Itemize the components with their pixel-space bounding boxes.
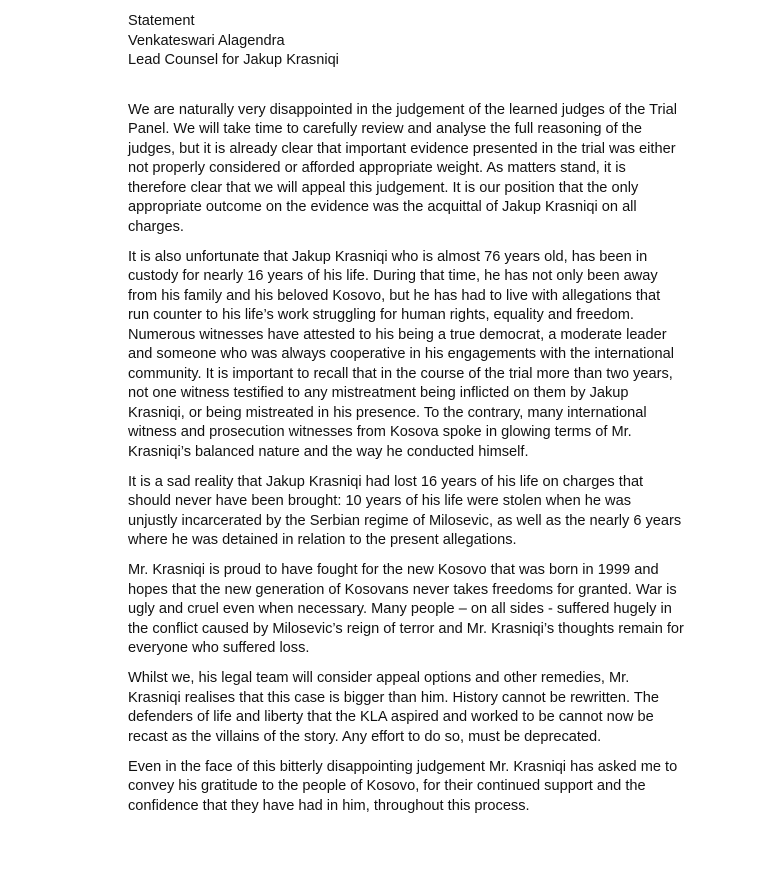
paragraph-5: Whilst we, his legal team will consider appeal options and other remedies, Mr. Krasniqi realises that this case is bigger than him. History cannot be rewritten. The defenders of life and liberty that the KLA aspired and worked to be cannot now be recast as the villains of the story. Any effort to do so, must be deprecated. xyxy=(128,670,660,745)
paragraph-4: Mr. Krasniqi is proud to have fought for the new Kosovo that was born in 1999 and hopes that the new generation of Kosovans never takes freedoms for granted. War is ugly and cruel even when necessary. Many people – on all sides - suffered hugely in the conflict caused by Milosevic’s reign of terror and Mr. Krasniqi’s thoughts remain for everyone who suffered loss. xyxy=(128,562,684,656)
statement-title: Statement xyxy=(128,13,195,29)
paragraph-1: We are naturally very disappointed in the judgement of the learned judges of the Trial Panel. We will take time to carefully review and analyse the full reasoning of the judges, but it is already clear that important evidence presented in the trial was either not properly considered or afforded appropriate weight. As matters stand, it is therefore clear that we will appeal this judgement. It is our position that the only appropriate outcome on the evidence was the acquittal of Jakup Krasniqi on all charges. xyxy=(128,101,677,235)
statement-document xyxy=(128,12,684,827)
paragraph-3: It is a sad reality that Jakup Krasniqi had lost 16 years of his life on charges that should never have been brought: 10 years of his life were stolen when he was unjustly incarcerated by the Serbian regime of Milosevic, as well as the nearly 6 years where he was detained in relation to the present allegations. xyxy=(128,473,682,548)
author-role: Lead Counsel for Jakup Krasniqi xyxy=(128,52,339,68)
paragraph-2: It is also unfortunate that Jakup Krasniqi who is almost 76 years old, has been in custody for nearly 16 years of his life. During that time, he has not only been away from his family and his beloved Kosovo, but he has had to live with allegations that run counter to his life’s work struggling for human rights, equality and freedom. Numerous witnesses have attested to his being a true democrat, a moderate leader and someone who was always cooperative in his engagements with the international community. It is important to recall that in the course of the trial more than two years, not one witness testified to any mistreatment being inflicted on them by Jakup Krasniqi, or being mistreated in his presence. To the contrary, many international witness and prosecution witnesses from Kosova spoke in glowing terms of Mr. Krasniqi’s balanced nature and the way he conducted himself. xyxy=(128,248,674,460)
statement-header xyxy=(128,12,684,71)
paragraph-6: Even in the face of this bitterly disappointing judgement Mr. Krasniqi has asked me to convey his gratitude to the people of Kosovo, for their continued support and the confidence that they have had in him, throughout this process. xyxy=(128,758,678,814)
author-name: Venkateswari Alagendra xyxy=(128,32,285,49)
